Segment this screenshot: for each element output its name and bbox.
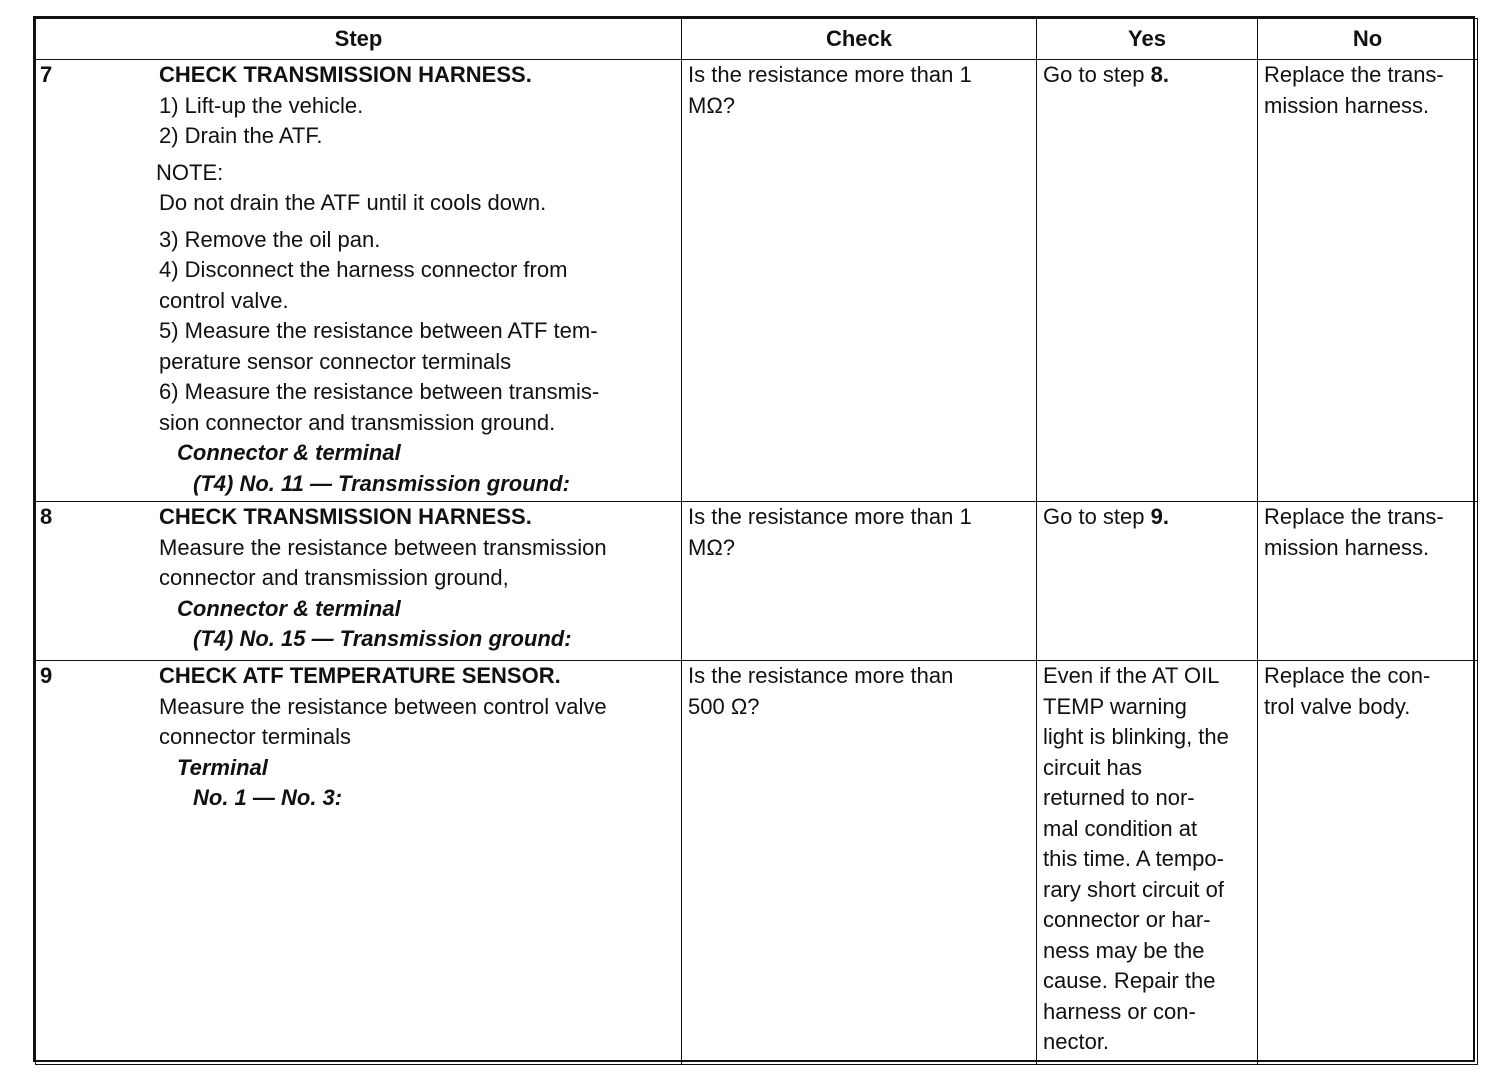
header-yes: Yes — [1037, 19, 1258, 60]
step-title: CHECK ATF TEMPERATURE SENSOR. — [159, 663, 561, 688]
check-cell — [682, 502, 1037, 661]
check-line: Is the resistance more than — [688, 663, 954, 688]
step-number: 7 — [40, 62, 53, 87]
yes-line: returned to nor- — [1043, 785, 1195, 810]
step-line: 2) Drain the ATF. — [159, 123, 323, 148]
yes-cell — [1037, 60, 1258, 502]
table-row — [36, 661, 1478, 1065]
step-line: connector and transmission ground, — [159, 565, 509, 590]
connector-value: No. 1 — No. 3: — [193, 785, 343, 810]
no-cell — [1258, 661, 1478, 1065]
no-cell — [1258, 502, 1478, 661]
header-check: Check — [682, 19, 1037, 60]
yes-line: this time. A tempo- — [1043, 846, 1224, 871]
no-line: mission harness. — [1264, 92, 1430, 118]
yes-line: circuit has — [1043, 754, 1143, 780]
yes-cell — [1037, 661, 1258, 1065]
check-line: Is the resistance more than 1 — [688, 504, 972, 529]
note-heading: NOTE: — [156, 159, 224, 185]
check-cell — [682, 661, 1037, 1065]
diagnostic-table — [35, 18, 1478, 1065]
no-cell — [1258, 60, 1478, 502]
check-line: Is the resistance more than 1 — [688, 62, 972, 87]
yes-line: nector. — [1043, 1029, 1110, 1054]
header-no: No — [1258, 19, 1478, 60]
table-row — [36, 60, 1478, 502]
check-line: MΩ? — [688, 534, 736, 560]
yes-line: mal condition at — [1043, 815, 1198, 841]
diagnostic-table-frame — [33, 16, 1475, 1062]
step-title: CHECK TRANSMISSION HARNESS. — [159, 504, 532, 529]
check-line: 500 Ω? — [688, 693, 760, 719]
step-cell — [36, 661, 682, 1065]
step-title: CHECK TRANSMISSION HARNESS. — [159, 62, 532, 87]
step-line: Measure the resistance between control valve — [159, 693, 607, 719]
yes-line: cause. Repair the — [1043, 968, 1216, 993]
note-body: Do not drain the ATF until it cools down. — [159, 190, 547, 215]
yes-cell — [1037, 502, 1258, 661]
yes-line: TEMP warning — [1043, 693, 1187, 719]
connector-label: Connector & terminal — [177, 595, 401, 621]
connector-label: Terminal — [177, 754, 268, 780]
step-number: 8 — [40, 504, 53, 529]
yes-text: Go to step — [1043, 62, 1151, 87]
header-row — [36, 19, 1478, 60]
check-line: MΩ? — [688, 92, 736, 118]
yes-step-ref: 8. — [1150, 62, 1169, 87]
step-cell — [36, 502, 682, 661]
step-line: Measure the resistance between transmission — [159, 534, 607, 560]
step-line: control valve. — [159, 287, 289, 313]
table-row — [36, 502, 1478, 661]
connector-value: (T4) No. 11 — Transmission ground: — [193, 470, 570, 496]
yes-line: rary short circuit of — [1043, 876, 1224, 902]
no-line: mission harness. — [1264, 534, 1430, 560]
connector-label: Connector & terminal — [177, 440, 401, 465]
step-number: 9 — [40, 663, 53, 688]
yes-line: connector or har- — [1043, 907, 1211, 932]
yes-line: ness may be the — [1043, 937, 1205, 963]
yes-text: Go to step — [1043, 504, 1151, 529]
step-line: 4) Disconnect the harness connector from — [159, 257, 568, 282]
step-line: sion connector and transmission ground. — [159, 409, 556, 435]
step-cell — [36, 60, 682, 502]
header-step: Step — [36, 19, 682, 60]
step-line: 1) Lift-up the vehicle. — [159, 92, 364, 118]
yes-line: Even if the AT OIL — [1043, 663, 1220, 688]
step-line: 3) Remove the oil pan. — [159, 226, 381, 252]
yes-step-ref: 9. — [1150, 504, 1169, 529]
no-line: Replace the trans- — [1264, 504, 1444, 529]
step-line: 5) Measure the resistance between ATF tem- — [159, 318, 598, 343]
no-line: Replace the con- — [1264, 663, 1431, 688]
no-line: trol valve body. — [1264, 693, 1411, 719]
yes-line: light is blinking, the — [1043, 724, 1229, 749]
check-cell — [682, 60, 1037, 502]
yes-line: harness or con- — [1043, 998, 1196, 1024]
no-line: Replace the trans- — [1264, 62, 1444, 87]
step-line: connector terminals — [159, 724, 351, 749]
step-line: 6) Measure the resistance between transmis- — [159, 379, 600, 404]
step-line: perature sensor connector terminals — [159, 348, 512, 374]
connector-value: (T4) No. 15 — Transmission ground: — [193, 626, 572, 651]
